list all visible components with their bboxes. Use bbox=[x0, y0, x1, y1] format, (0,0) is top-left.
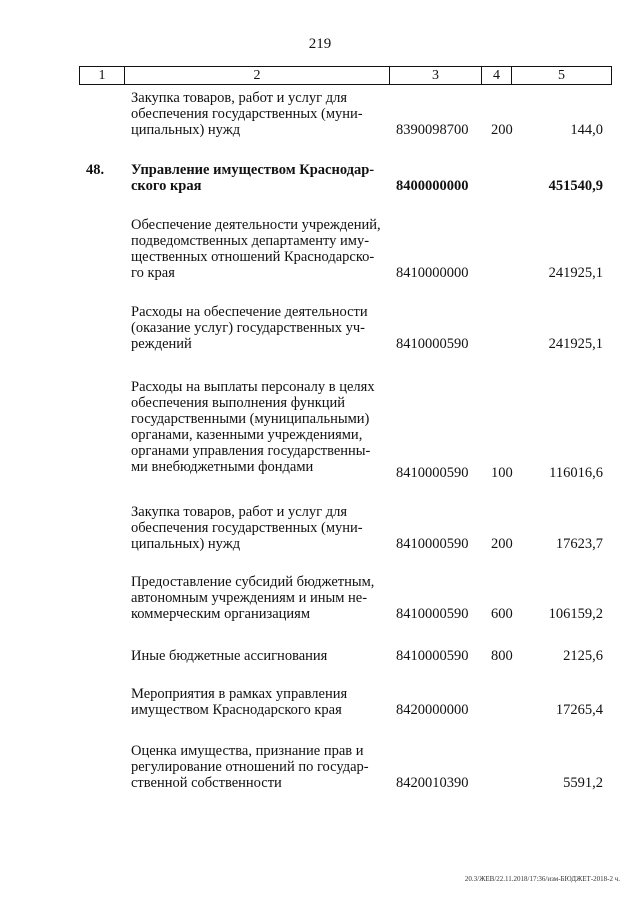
row-description bbox=[131, 574, 393, 622]
description-line: го края bbox=[131, 265, 175, 281]
description-line: Управление имуществом Краснодар- bbox=[131, 162, 375, 178]
description-line: ципальных) нужд bbox=[131, 122, 241, 138]
description-line: Обеспечение деятельности учреждений, bbox=[131, 217, 381, 233]
row-description bbox=[131, 648, 393, 664]
column-header-row bbox=[80, 67, 612, 85]
description-line: органами, казенными учреждениями, bbox=[131, 427, 363, 443]
target-article-code: 8420010390 bbox=[396, 775, 469, 791]
description-line: Оценка имущества, признание прав и bbox=[131, 743, 364, 759]
expense-type-code: 100 bbox=[491, 465, 513, 481]
column-header-3: 3 bbox=[390, 67, 482, 85]
description-line: имуществом Краснодарского края bbox=[131, 702, 342, 718]
target-article-code: 8410000590 bbox=[396, 606, 469, 622]
expense-type-code: 200 bbox=[491, 536, 513, 552]
amount: 451540,9 bbox=[548, 178, 603, 194]
target-article-code: 8400000000 bbox=[396, 178, 469, 194]
description-line: ципальных) нужд bbox=[131, 536, 241, 552]
page-number: 219 bbox=[308, 36, 332, 52]
amount: 116016,6 bbox=[549, 465, 603, 481]
description-line: (оказание услуг) государственных уч- bbox=[131, 320, 365, 336]
document-footer-code: 20.3/ЖЕВ/22.11.2018/17:36/изм-БЮДЖЕТ-2018-2 ч. bbox=[464, 875, 620, 883]
target-article-code: 8420000000 bbox=[396, 702, 469, 718]
description-line: подведомственных департаменту иму- bbox=[131, 233, 370, 249]
amount: 241925,1 bbox=[548, 336, 603, 352]
description-line: реждений bbox=[131, 336, 192, 352]
target-article-code: 8410000590 bbox=[396, 536, 469, 552]
description-line: щественных отношений Краснодарско- bbox=[131, 249, 375, 265]
description-line: коммерческим организациям bbox=[131, 606, 311, 622]
row-description bbox=[131, 217, 393, 281]
amount: 106159,2 bbox=[548, 606, 603, 622]
row-description bbox=[131, 743, 393, 791]
target-article-code: 8390098700 bbox=[396, 122, 469, 138]
column-header-4: 4 bbox=[482, 67, 512, 85]
description-line: Предоставление субсидий бюджетным, bbox=[131, 574, 375, 590]
amount: 241925,1 bbox=[548, 265, 603, 281]
description-line: ского края bbox=[131, 178, 202, 194]
description-line: Иные бюджетные ассигнования bbox=[131, 648, 328, 664]
row-description bbox=[131, 379, 393, 475]
target-article-code: 8410000590 bbox=[396, 336, 469, 352]
description-line: обеспечения государственных (муни- bbox=[131, 520, 363, 536]
row-description bbox=[131, 304, 393, 352]
row-description bbox=[131, 504, 393, 552]
amount: 144,0 bbox=[570, 122, 603, 138]
description-line: ми внебюджетными фондами bbox=[131, 459, 314, 475]
column-header-table bbox=[79, 66, 612, 85]
expense-type-code: 200 bbox=[491, 122, 513, 138]
row-description bbox=[131, 686, 393, 718]
target-article-code: 8410000590 bbox=[396, 465, 469, 481]
description-line: ственной собственности bbox=[131, 775, 282, 791]
description-line: Закупка товаров, работ и услуг для bbox=[131, 504, 348, 520]
description-line: обеспечения выполнения функций bbox=[131, 395, 346, 411]
amount: 17623,7 bbox=[555, 536, 603, 552]
amount: 2125,6 bbox=[563, 648, 603, 664]
column-header-1: 1 bbox=[80, 67, 125, 85]
amount: 17265,4 bbox=[555, 702, 603, 718]
description-line: государственными (муниципальными) bbox=[131, 411, 370, 427]
description-line: Расходы на выплаты персоналу в целях bbox=[131, 379, 375, 395]
description-line: Закупка товаров, работ и услуг для bbox=[131, 90, 348, 106]
description-line: регулирование отношений по государ- bbox=[131, 759, 369, 775]
target-article-code: 8410000590 bbox=[396, 648, 469, 664]
description-line: органами управления государственны- bbox=[131, 443, 371, 459]
row-description bbox=[131, 90, 393, 138]
expense-type-code: 800 bbox=[491, 648, 513, 664]
target-article-code: 8410000000 bbox=[396, 265, 469, 281]
column-header-2: 2 bbox=[125, 67, 390, 85]
row-number: 48. bbox=[86, 162, 105, 178]
row-description bbox=[131, 162, 393, 194]
amount: 5591,2 bbox=[563, 775, 603, 791]
column-header-5: 5 bbox=[512, 67, 612, 85]
description-line: Мероприятия в рамках управления bbox=[131, 686, 348, 702]
description-line: автономным учреждениям и иным не- bbox=[131, 590, 368, 606]
description-line: обеспечения государственных (муни- bbox=[131, 106, 363, 122]
description-line: Расходы на обеспечение деятельности bbox=[131, 304, 368, 320]
expense-type-code: 600 bbox=[491, 606, 513, 622]
